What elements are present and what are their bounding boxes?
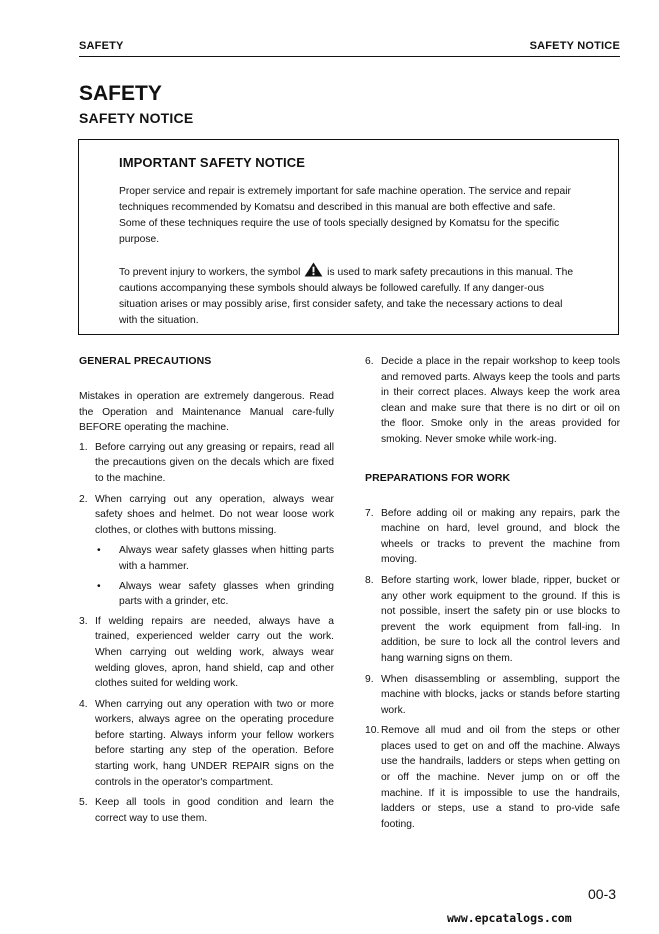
item-number: 3. (79, 615, 88, 627)
notice-paragraph-2 (119, 262, 581, 329)
list-item (79, 795, 334, 826)
page-number: 00-3 (588, 886, 617, 902)
notice-heading: IMPORTANT SAFETY NOTICE (119, 155, 305, 170)
footer-url[interactable]: www.epcatalogs.com (447, 911, 572, 925)
item-text: When carrying out any operation with two or more workers, always agree on the operating procedure before starting. Always inform your fellow workers before starting any step of the operation. Before starting work, hang UNDER REPAIR signs on the controls in the operator's compartment. (95, 698, 334, 788)
item-number: 8. (365, 574, 374, 586)
item-number: 2. (79, 493, 88, 505)
running-header (79, 40, 620, 54)
general-precautions-heading: GENERAL PRECAUTIONS (79, 355, 212, 367)
section-spacer (365, 453, 620, 471)
warning-icon (304, 262, 323, 277)
list-item (79, 440, 334, 487)
item-number: 1. (79, 441, 88, 453)
item-number: 9. (365, 673, 374, 685)
item-text: If welding repairs are needed, always have a trained, experienced welder carry out the work. When carrying out welding work, always wear welding gloves, apron, hand shield, cap and other clothes suited for welding work. (95, 615, 334, 690)
list-item (79, 697, 334, 791)
bullet-text: Always wear safety glasses when hitting parts with a hammer. (119, 545, 334, 572)
item-text: Before carrying out any greasing or repairs, read all the precautions given on the decals which are fixed to the machine. (95, 441, 334, 484)
preparations-heading: PREPARATIONS FOR WORK (365, 471, 511, 484)
bullet-icon: • (97, 545, 101, 557)
item-number: 7. (365, 507, 374, 519)
header-rule (79, 56, 620, 57)
header-left: SAFETY (79, 40, 124, 52)
list-item (365, 672, 620, 719)
item-text: Keep all tools in good condition and learn the correct way to use them. (95, 797, 334, 824)
notice-paragraph-1: Proper service and repair is extremely important for safe machine operation. The service and repair techniques recommended by Komatsu and described in this manual are both effective and safe. Some of these techniques require the use of tools specially designed by Komatsu for the specific purpose. (119, 186, 571, 245)
bullet-icon: • (97, 580, 101, 592)
item-text: Before adding oil or making any repairs, park the machine on hard, level ground, and block the wheels or tracks to prevent the machine from moving. (381, 507, 620, 566)
page-subtitle: SAFETY NOTICE (79, 110, 194, 126)
list-item (79, 492, 334, 539)
item-text: When carrying out any operation, always wear safety shoes and helmet. Do not wear loose work clothes, or clothes with buttons missing. (95, 493, 334, 536)
page-title: SAFETY (79, 82, 162, 105)
general-intro: Mistakes in operation are extremely dangerous. Read the Operation and Maintenance Manual care-fully BEFORE operating the machine. (79, 391, 334, 434)
bullet-item (79, 543, 334, 574)
item-text: When disassembling or assembling, support the machine with blocks, jacks or stands before starting work. (381, 673, 620, 716)
bullet-item (79, 579, 334, 610)
notice-p2-after: is used to mark safety precautions in this manual. The cautions accompanying these symbols should always be followed carefully. If any danger-ous situation arises or may possibly arise, first consider safety, and take the necessary actions to deal with the situation. (119, 267, 574, 326)
header-right: SAFETY NOTICE (529, 40, 620, 52)
list-item (365, 723, 620, 832)
list-item (365, 506, 620, 568)
important-notice-box (78, 139, 619, 335)
list-item (79, 614, 334, 692)
item-number: 5. (79, 797, 88, 809)
bullet-text: Always wear safety glasses when grinding parts with a grinder, etc. (119, 580, 334, 608)
item-number: 6. (365, 356, 374, 367)
item-text: Remove all mud and oil from the steps or other places used to get on and off the machine. Always use the handrails, ladders or steps when getting on or off the machine. Never jump on or off the machine. If it is impossible to use the handrails, ladders or steps, use a stand to pro-vide safe footing. (381, 725, 620, 830)
left-column (79, 354, 334, 831)
notice-p2-before: To prevent injury to workers, the symbol (119, 267, 301, 278)
list-item (365, 354, 620, 448)
item-number: 4. (79, 698, 88, 710)
item-text: Before starting work, lower blade, ripper, bucket or any other work equipment to the ground. If this is not possible, insert the safety pin or use blocks to prevent the work equipment from fall-ing. In addition, be sure to lock all the control levers and hang warning signs on them. (381, 574, 620, 664)
right-column (365, 354, 620, 837)
item-text: Decide a place in the repair workshop to keep tools and removed parts. Always keep the tools and parts in their correct places. Always keep the work area clean and make sure that there is no dirt or oil on the floor. Smoke only in the areas provided for smoking. Never smoke while work-ing. (381, 356, 620, 445)
item-number: 10. (365, 725, 380, 737)
list-item (365, 573, 620, 667)
